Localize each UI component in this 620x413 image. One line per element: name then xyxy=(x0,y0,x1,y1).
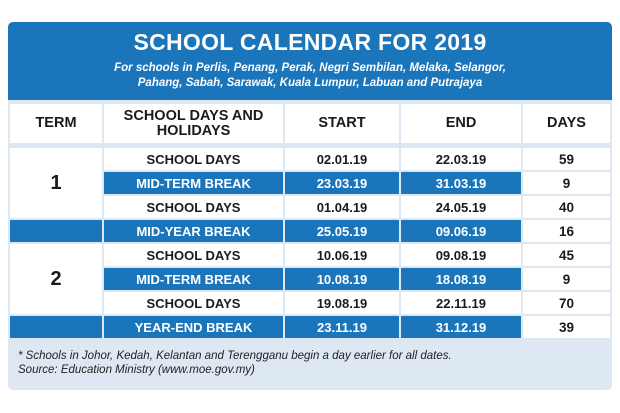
row-start: 10.08.19 xyxy=(285,268,399,290)
row-days: 9 xyxy=(523,268,610,290)
term-cell-2: 2 xyxy=(10,244,102,314)
term-cell-1: 1 xyxy=(10,148,102,218)
row-end: 09.08.19 xyxy=(401,244,521,266)
row-end: 09.06.19 xyxy=(401,220,521,242)
header-start: START xyxy=(285,104,399,143)
row-start: 02.01.19 xyxy=(285,148,399,170)
row-days: 9 xyxy=(523,172,610,194)
calendar-card xyxy=(8,22,612,390)
row-start: 10.06.19 xyxy=(285,244,399,266)
row-start: 19.08.19 xyxy=(285,292,399,314)
calendar-subtitle-line1: For schools in Perlis, Penang, Perak, Negri Sembilan, Melaka, Selangor, xyxy=(114,62,506,74)
row-days: 16 xyxy=(523,220,610,242)
row-end: 24.05.19 xyxy=(401,196,521,218)
header-type: SCHOOL DAYS AND HOLIDAYS xyxy=(104,104,283,143)
row-start: 23.11.19 xyxy=(285,316,399,338)
row-end: 22.11.19 xyxy=(401,292,521,314)
row-days: 40 xyxy=(523,196,610,218)
row-end: 31.03.19 xyxy=(401,172,521,194)
row-end: 31.12.19 xyxy=(401,316,521,338)
footnote: * Schools in Johor, Kedah, Kelantan and Terengganu begin a day earlier for all dates. xyxy=(18,350,452,362)
calendar-subtitle-line2: Pahang, Sabah, Sarawak, Kuala Lumpur, Labuan and Putrajaya xyxy=(137,77,483,89)
row-type: SCHOOL DAYS xyxy=(104,196,283,218)
calendar-header xyxy=(8,22,612,100)
row-start: 23.03.19 xyxy=(285,172,399,194)
row-type: SCHOOL DAYS xyxy=(104,148,283,170)
row-type: MID-TERM BREAK xyxy=(104,172,283,194)
row-days: 70 xyxy=(523,292,610,314)
row-start: 25.05.19 xyxy=(285,220,399,242)
row-type: YEAR-END BREAK xyxy=(104,316,283,338)
row-type: MID-YEAR BREAK xyxy=(104,220,283,242)
row-end: 18.08.19 xyxy=(401,268,521,290)
header-end: END xyxy=(401,104,521,143)
row-type: SCHOOL DAYS xyxy=(104,244,283,266)
header-term: TERM xyxy=(10,104,102,143)
row-days: 59 xyxy=(523,148,610,170)
source-note: Source: Education Ministry (www.moe.gov.my) xyxy=(18,364,255,376)
row-type: SCHOOL DAYS xyxy=(104,292,283,314)
footer xyxy=(18,349,452,377)
term-cell-year-end xyxy=(10,316,102,338)
term-cell-mid-year xyxy=(10,220,102,242)
row-days: 45 xyxy=(523,244,610,266)
row-days: 39 xyxy=(523,316,610,338)
header-days: DAYS xyxy=(523,104,610,143)
calendar-title: SCHOOL CALENDAR FOR 2019 xyxy=(133,29,487,55)
row-end: 22.03.19 xyxy=(401,148,521,170)
row-type: MID-TERM BREAK xyxy=(104,268,283,290)
row-start: 01.04.19 xyxy=(285,196,399,218)
